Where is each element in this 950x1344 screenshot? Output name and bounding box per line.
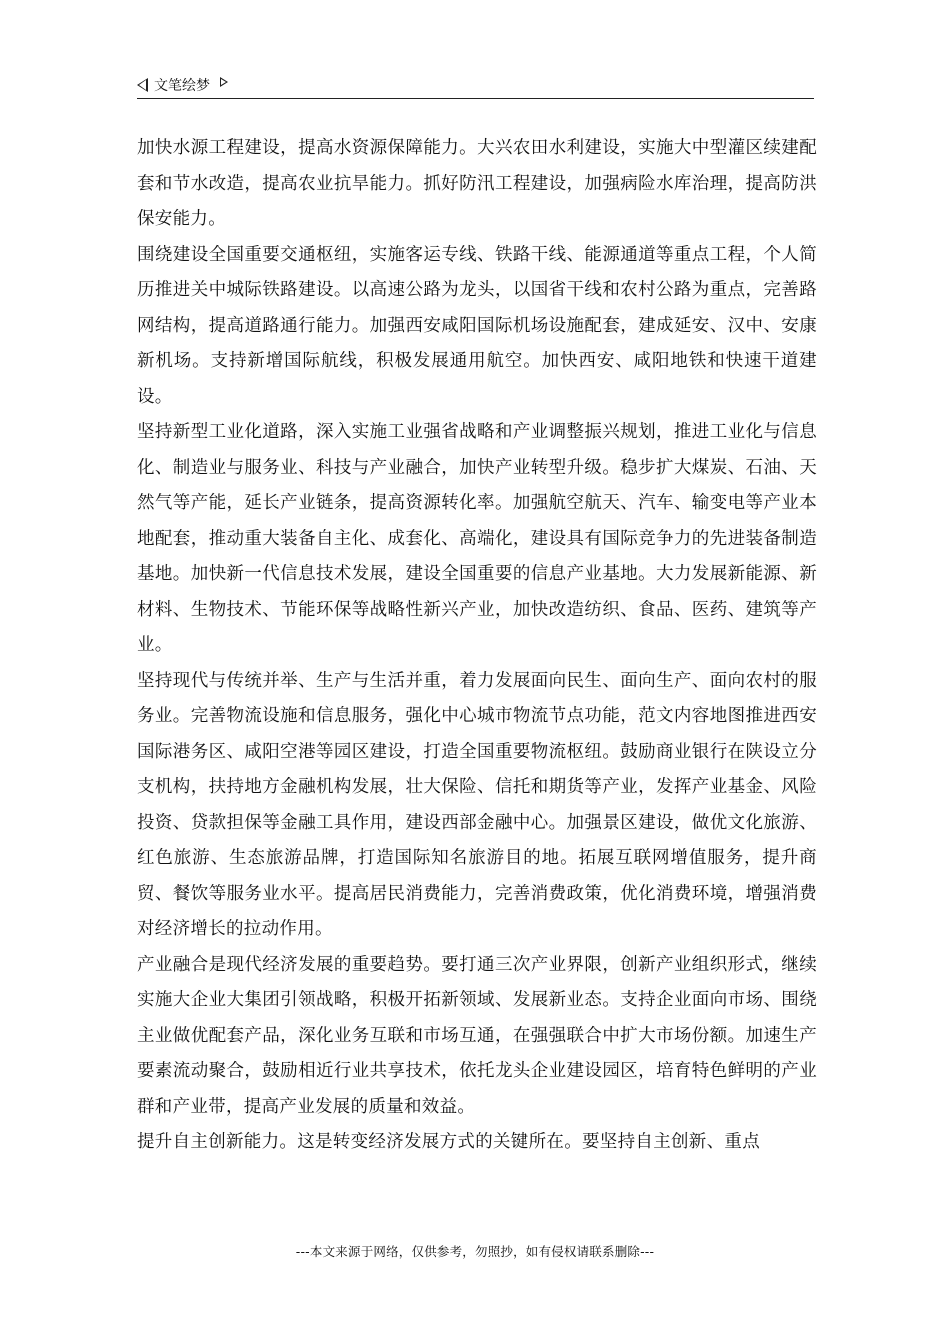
paragraph: 产业融合是现代经济发展的重要趋势。要打通三次产业界限，创新产业组织形式，继续实施大企业大集团引领战略，积极开拓新领域、发展新业态。支持企业面向市场、围绕主业做优配套产品，深化业务互联和市场互通，在强强联合中扩大市场份额。加速生产要素流动聚合，鼓励相近行业共享技术，依托龙头企业建设园区，培育特色鲜明的产业群和产业带，提高产业发展的质量和效益。 xyxy=(137,954,817,1117)
paragraph: 加快水源工程建设，提高水资源保障能力。大兴农田水利建设，实施大中型灌区续建配套和节水改造，提高农业抗旱能力。抓好防汛工程建设，加强病险水库治理，提高防洪保安能力。 xyxy=(137,138,817,229)
document-body xyxy=(137,131,817,1161)
triangle-left-icon xyxy=(137,78,148,92)
paragraph: 坚持现代与传统并举、生产与生活并重，着力发展面向民生、面向生产、面向农村的服务业。完善物流设施和信息服务，强化中心城市物流节点功能，范文内容地图推进西安国际港务区、咸阳空港等园区建设，打造全国重要物流枢纽。鼓励商业银行在陕设立分支机构，扶持地方金融机构发展，壮大保险、信托和期货等产业，发挥产业基金、风险投资、贷款担保等金融工具作用，建设西部金融中心。加强景区建设，做优文化旅游、红色旅游、生态旅游品牌，打造国际知名旅游目的地。拓展互联网增值服务，提升商贸、餐饮等服务业水平。提高居民消费能力，完善消费政策，优化消费环境，增强消费对经济增长的拉动作用。 xyxy=(137,670,817,939)
paragraph: 提升自主创新能力。这是转变经济发展方式的关键所在。要坚持自主创新、重点 xyxy=(137,1132,760,1152)
paragraph: 坚持新型工业化道路，深入实施工业强省战略和产业调整振兴规划，推进工业化与信息化、制造业与服务业、科技与产业融合，加快产业转型升级。稳步扩大煤炭、石油、天然气等产能，延长产业链条，提高资源转化率。加强航空航天、汽车、输变电等产业本地配套，推动重大装备自主化、成套化、高端化，建设具有国际竞争力的先进装备制造基地。加快新一代信息技术发展，建设全国重要的信息产业基地。大力发展新能源、新材料、生物技术、节能环保等战略性新兴产业，加快改造纺织、食品、医药、建筑等产业。 xyxy=(137,422,817,655)
page-header xyxy=(137,74,814,99)
triangle-right-icon xyxy=(220,77,228,87)
header-title: 文笔绘梦 xyxy=(154,78,210,94)
header-brand xyxy=(137,74,814,96)
paragraph: 围绕建设全国重要交通枢纽，实施客运专线、铁路干线、能源通道等重点工程，个人简历推进关中城际铁路建设。以高速公路为龙头，以国省干线和农村公路为重点，完善路网结构，提高道路通行能力。加强西安咸阳国际机场设施配套，建成延安、汉中、安康新机场。支持新增国际航线，积极发展通用航空。加快西安、咸阳地铁和快速干道建设。 xyxy=(137,244,817,407)
footer-notice: ---本文来源于网络，仅供参考，勿照抄，如有侵权请联系删除--- xyxy=(295,1244,655,1259)
